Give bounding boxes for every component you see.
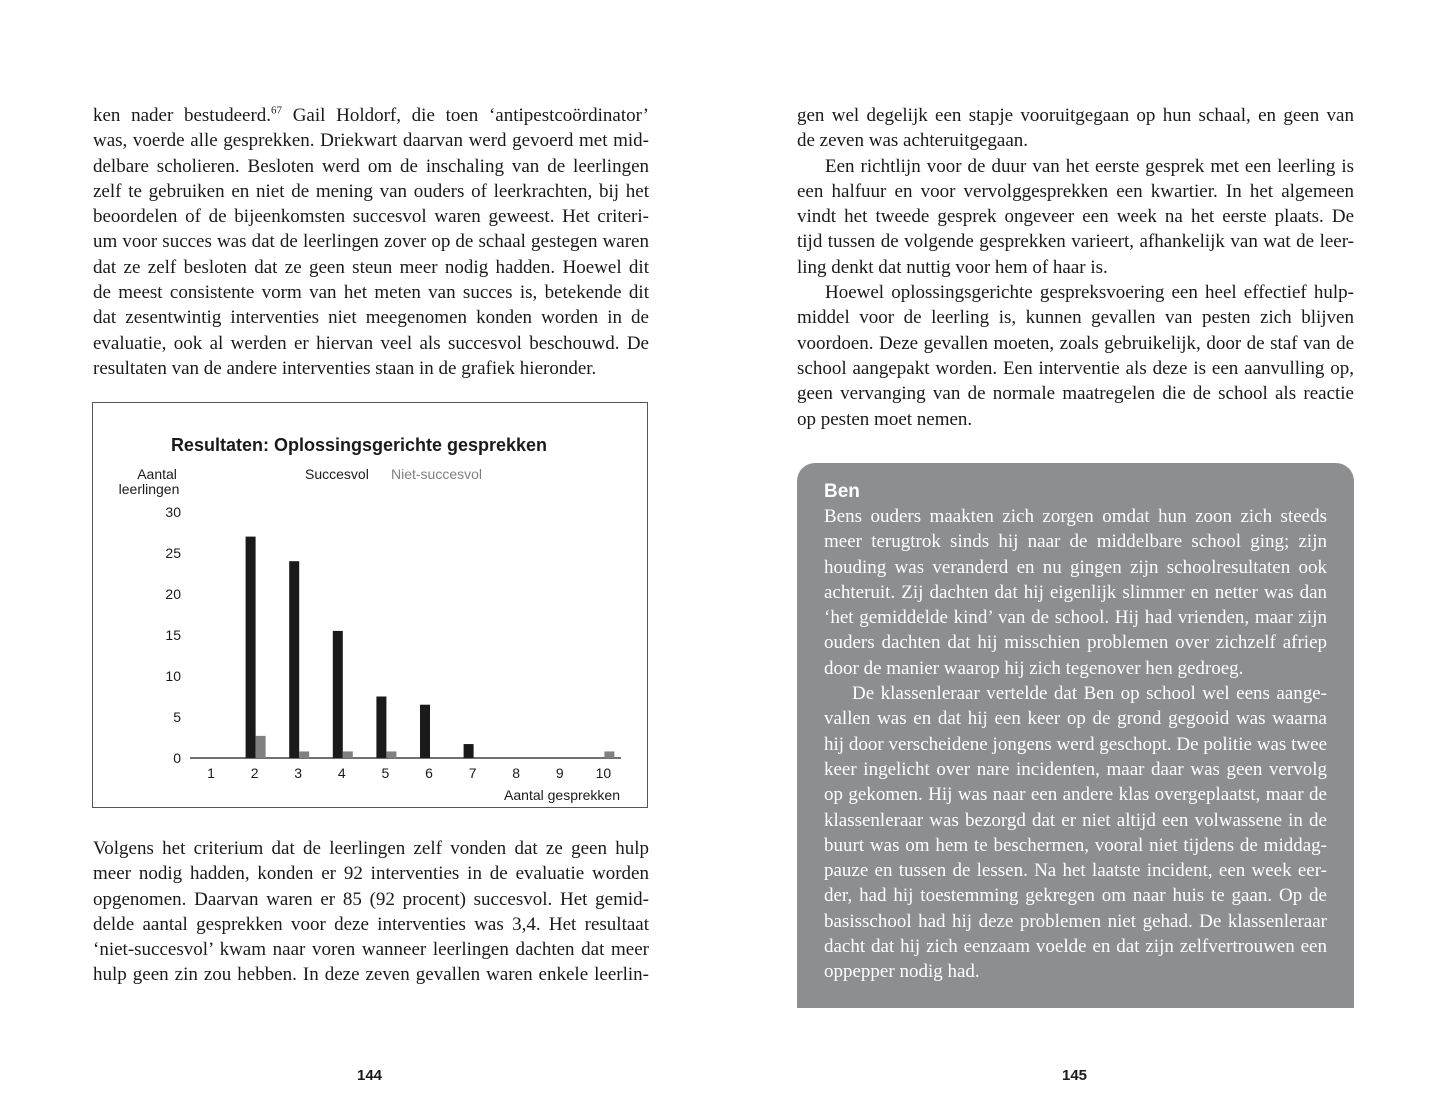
x-tick-label: 1 [207, 765, 215, 781]
x-tick-label: 10 [595, 765, 612, 781]
bar-niet-succesvol [256, 736, 266, 758]
y-tick-label: 0 [173, 750, 181, 766]
text-line: een halfuur en voor vervolggesprekken een kwartier. In het algemeen [797, 180, 1354, 202]
y-tick-label: 20 [165, 586, 181, 602]
bar-succesvol [464, 744, 474, 758]
x-axis-label: Aantal gesprekken [504, 787, 620, 803]
text-line: um voor succes was dat de leerlingen zover op de schaal gestegen waren [93, 231, 649, 253]
bar-succesvol [333, 631, 343, 758]
x-tick-label: 3 [294, 765, 303, 781]
chart-canvas [93, 403, 649, 809]
text-line: de zeven was achteruitgegaan. [797, 130, 1029, 152]
bar-succesvol [376, 697, 386, 759]
text-line: vallen was en dat hij een keer op de grond gegooid was waarna [824, 708, 1327, 730]
text-line: der, had hij toestemming gekregen om naar huis te gaan. Op de [824, 885, 1327, 907]
bar-succesvol [289, 561, 299, 758]
text-line: opgenomen. Daarvan waren er 85 (92 procent) succesvol. Het gemid- [93, 888, 649, 910]
page-number-right: 145 [1062, 1067, 1088, 1084]
text-line: buurt was om hem te beschermen, vooral niet tijdens de middag- [824, 834, 1327, 856]
footnote-ref: 67 [271, 104, 283, 117]
text-line: gen wel degelijk een stapje vooruitgegaan op hun schaal, en geen van [797, 105, 1354, 126]
y-axis-label-line: Aantal [137, 466, 177, 482]
chart-title: Resultaten: Oplossingsgerichte gesprekken [170, 435, 548, 455]
text-line: meer nodig hadden, konden er 92 interventies in de evaluatie worden [93, 863, 649, 885]
bar-niet-succesvol [604, 751, 614, 758]
x-tick-label: 5 [381, 765, 390, 781]
text-line: evaluatie, ook al werden er hiervan veel als succesvol beschouwd. De [93, 332, 649, 354]
text-line: de meest consistente vorm van het meten van succes is, betekende dit [93, 282, 649, 304]
text-line: op pesten moet nemen. [797, 408, 973, 430]
text-line: zelf te gebruiken en niet de mening van ouders of leerkrachten, bij het [93, 180, 649, 202]
y-tick-label: 15 [165, 627, 181, 643]
text-line: tijd tussen de volgende gesprekken varieert, afhankelijk van wat de leer- [797, 231, 1354, 253]
y-tick-label: 25 [165, 545, 181, 561]
text-line: resultaten van de andere interventies staan in de grafiek hieronder. [93, 357, 597, 379]
text-line: achteruit. Zij dachten dat hij eigenlijk slimmer en netter was dan [824, 581, 1327, 603]
bar-chart [92, 402, 648, 808]
case-box-text [824, 504, 1327, 985]
bar-niet-succesvol [343, 751, 353, 758]
bar-niet-succesvol [299, 751, 309, 758]
y-axis-label [119, 466, 181, 497]
text-line: middel voor de leerling is, kunnen gevallen van pesten zich blijven [797, 307, 1354, 329]
text-line: geen vervanging van de normale maatregelen die de school als reactie [797, 383, 1354, 405]
text-line: op gekomen. Hij was naar een andere klas overgeplaatst, maar de [824, 784, 1327, 806]
x-tick-label: 4 [337, 765, 346, 781]
x-tick-label: 6 [425, 765, 433, 781]
text-line: dat zesentwintig interventies niet meegenomen konden worden in de [93, 307, 649, 329]
text-line: was, voerde alle gesprekken. Driekwart daarvan werd gevoerd met mid- [93, 130, 649, 152]
bar-niet-succesvol [386, 751, 396, 758]
text-line: Een richtlijn voor de duur van het eerste gesprek met een leerling is [825, 155, 1354, 177]
text-line: basisschool had hij deze problemen niet gehad. De klassenleraar [824, 910, 1327, 932]
text-line: ‘het gemiddelde kind’ van de school. Hij had vrienden, maar zijn [824, 607, 1327, 629]
text-line: ken nader bestudeerd.$^{67}$ Gail Holdorf, die toen ‘antipestcoördinator’ [93, 104, 649, 126]
text-line: door de manier waarop hij zich tegenover hen gedroeg. [824, 657, 1244, 679]
case-box-title: Ben [824, 481, 860, 502]
text-line: klassenleraar was bezorgd dat er niet altijd een volwassene in de [824, 809, 1327, 831]
text-line: pauze en tussen de lessen. Na het laatste incident, een week eer- [824, 860, 1327, 882]
text-line: ling denkt dat nuttig voor hem of haar is. [797, 256, 1108, 278]
text-line: voordoen. Deze gevallen moeten, zoals gebruikelijk, door de staf van de [797, 332, 1354, 354]
y-tick-label: 5 [173, 709, 181, 725]
legend-succesvol: Succesvol [305, 466, 369, 482]
text-line: delbare scholieren. Besloten werd om de inschaling van de leerlingen [93, 155, 649, 177]
y-tick-label: 10 [165, 668, 181, 684]
y-tick-label: 30 [165, 504, 181, 520]
text-line: vindt het tweede gesprek ongeveer een week na het eerste plaats. De [797, 206, 1354, 228]
text-line: meer terugtrok sinds hij naar de middelbare school ging; zijn [824, 531, 1327, 553]
text-line: keer ingelicht over nare incidenten, maar daar was geen vervolg [824, 758, 1327, 780]
text-line: hulp geen zin zou hebben. In deze zeven gevallen waren enkele leerlin- [93, 964, 649, 986]
case-box-ben [797, 463, 1354, 1008]
text-line: houding was veranderd en nu gingen zijn schoolresultaten ook [824, 556, 1327, 578]
text-line: school aangepakt worden. Een interventie als deze is een aanvulling op, [797, 357, 1354, 379]
text-line: oppepper nodig had. [824, 961, 980, 983]
text-line: hij door verscheidene jongens werd geschopt. De politie was twee [824, 733, 1327, 755]
bar-succesvol [246, 537, 256, 758]
text-line: dacht dat hij zich eenzaam voelde en dat zijn zelfvertrouwen een [824, 936, 1327, 958]
text-line: ‘niet-succesvol’ kwam naar voren wanneer leerlingen dachten dat meer [93, 939, 649, 961]
x-tick-label: 7 [468, 765, 477, 781]
x-tick-label: 2 [250, 765, 259, 781]
text-line: Hoewel oplossingsgerichte gespreksvoering een heel effectief hulp- [825, 282, 1354, 304]
text-line: delde aantal gesprekken voor deze interventies was 3,4. Het resultaat [93, 913, 649, 935]
legend-niet-succesvol: Niet-succesvol [391, 466, 483, 482]
text-line: ouders dachten dat hij misschien problemen over zichzelf afriep [824, 632, 1327, 654]
left-top-paragraph [93, 103, 649, 381]
page-number-left: 144 [357, 1067, 383, 1084]
text-line: beoordelen of de bijeenkomsten succesvol waren geweest. Het criteri- [93, 206, 649, 228]
text-line: De klassenleraar vertelde dat Ben op school wel eens aange- [852, 683, 1327, 705]
text-line: dat ze zelf besloten dat ze geen steun meer nodig hadden. Hoewel dit [93, 256, 649, 278]
x-tick-label: 8 [512, 765, 521, 781]
y-axis-label-line: leerlingen [118, 481, 180, 497]
bar-succesvol [420, 705, 430, 758]
text-line: Bens ouders maakten zich zorgen omdat hun zoon zich steeds [824, 506, 1327, 527]
left-bottom-paragraph [93, 836, 649, 988]
x-tick-label: 9 [555, 765, 564, 781]
text-line: Volgens het criterium dat de leerlingen zelf vonden dat ze geen hulp [93, 838, 649, 859]
right-paragraphs [797, 103, 1354, 432]
